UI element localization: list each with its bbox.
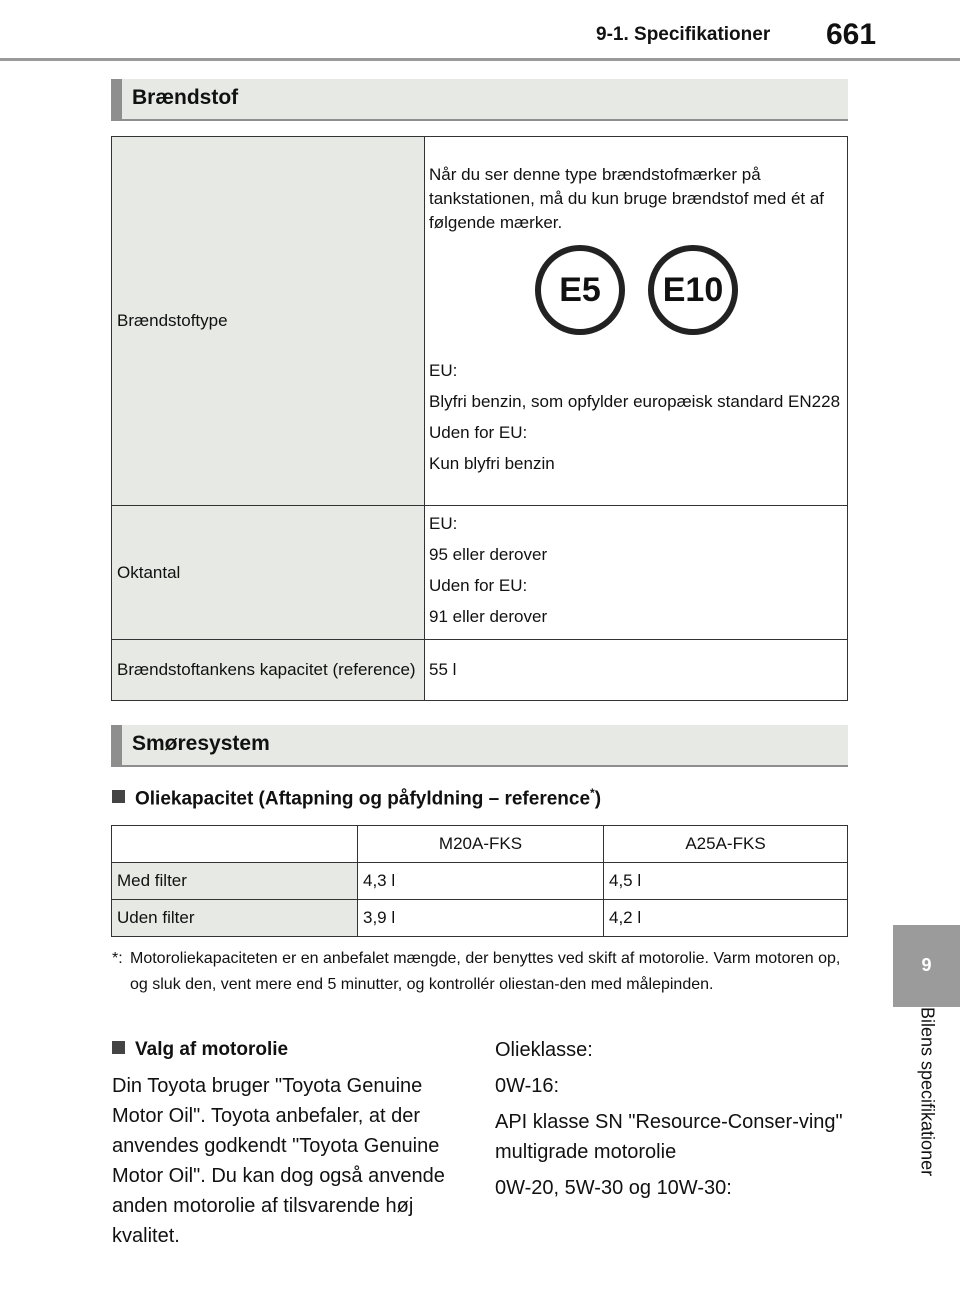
page-number: 661 <box>826 18 877 51</box>
table-row <box>112 826 848 863</box>
table-header-cell: M20A-FKS <box>358 826 604 863</box>
lubrication-section-heading <box>111 725 848 767</box>
table-header-cell <box>112 826 358 863</box>
fuel-type-line: Uden for EU: <box>429 422 528 442</box>
section-title: 9-1. Specifikationer <box>596 24 771 45</box>
e5-fuel-badge: E5 <box>535 245 625 335</box>
tank-capacity-label: Brændstoftankens kapacitet (reference) <box>112 640 425 701</box>
octane-line: 95 eller derover <box>429 545 548 564</box>
octane-line: Uden for EU: <box>429 576 528 595</box>
oil-choice-text: Din Toyota bruger "Toyota Genuine Motor Oil". Toyota anbefaler, at der anvendes godkendt "Toyota Genuine Motor Oil". Du kan dog også anvende anden motorolie af tilsvarende høj kvalitet. <box>112 1075 445 1247</box>
fuel-section-heading <box>111 79 848 121</box>
fuel-table <box>111 136 848 701</box>
chapter-label: Bilens specifikationer <box>917 1007 938 1177</box>
octane-line: EU: <box>429 514 458 533</box>
footnote-ref: * <box>590 786 595 800</box>
e10-fuel-badge: E10 <box>648 245 738 335</box>
oil-class-line: Olieklasse: <box>495 1039 593 1061</box>
footnote <box>112 946 842 998</box>
square-bullet-icon <box>112 790 125 803</box>
square-bullet-icon <box>112 1041 125 1054</box>
oil-capacity-subheading <box>112 786 601 810</box>
octane-label: Oktantal <box>112 506 425 640</box>
table-row-label: Med filter <box>112 863 358 900</box>
footnote-mark: *: <box>112 950 123 967</box>
table-cell: 4,5 l <box>604 863 848 900</box>
table-cell: 4,3 l <box>358 863 604 900</box>
fuel-type-line: Blyfri benzin, som opfylder europæisk standard EN228 <box>429 391 841 411</box>
fuel-type-intro: Når du ser denne type brændstofmærker på tankstationen, må du kun bruge brændstof med ét af følgende mærker. <box>429 164 825 232</box>
octane-line: 91 eller derover <box>429 607 548 626</box>
oil-class-line: 0W-20, 5W-30 og 10W-30: <box>495 1177 732 1199</box>
oil-capacity-title: Oliekapacitet (Aftapning og påfyldning – reference <box>135 788 591 810</box>
fuel-heading-text: Brændstof <box>132 86 239 109</box>
table-row <box>112 863 848 900</box>
oil-capacity-close: ) <box>594 788 602 810</box>
table-row <box>112 137 848 506</box>
oil-choice-subheading <box>112 1039 288 1061</box>
oil-class-column <box>495 1035 845 1209</box>
table-cell: 3,9 l <box>358 900 604 937</box>
chapter-number: 9 <box>921 955 932 975</box>
table-row-label: Uden filter <box>112 900 358 937</box>
page-header <box>0 0 960 62</box>
header-rule <box>0 58 960 61</box>
oil-class-line: 0W-16: <box>495 1075 560 1097</box>
tank-capacity-value: 55 l <box>425 640 848 701</box>
fuel-type-label: Brændstoftype <box>112 137 425 506</box>
oil-class-line: API klasse SN "Resource-Conser-ving" multigrade motorolie <box>495 1111 843 1163</box>
fuel-badges <box>429 245 843 353</box>
table-cell: 4,2 l <box>604 900 848 937</box>
table-header-cell: A25A-FKS <box>604 826 848 863</box>
table-row <box>112 900 848 937</box>
oil-choice-title: Valg af motorolie <box>135 1039 289 1060</box>
fuel-type-line: Kun blyfri benzin <box>429 453 555 473</box>
lubrication-heading-text: Smøresystem <box>132 732 270 755</box>
chapter-label-container <box>893 1007 960 1217</box>
table-row <box>112 640 848 701</box>
oil-capacity-table <box>111 825 848 937</box>
chapter-tab <box>893 925 960 1007</box>
octane-value <box>425 506 848 640</box>
fuel-type-line: EU: <box>429 360 458 380</box>
fuel-type-value <box>425 137 848 506</box>
footnote-text: Motoroliekapaciteten er en anbefalet mængde, der benyttes ved skift af motorolie. Varm motoren op, og sluk den, vent mere end 5 minutter, og kontrollér oliestan-den med målepinden. <box>130 950 841 993</box>
table-row <box>112 506 848 640</box>
